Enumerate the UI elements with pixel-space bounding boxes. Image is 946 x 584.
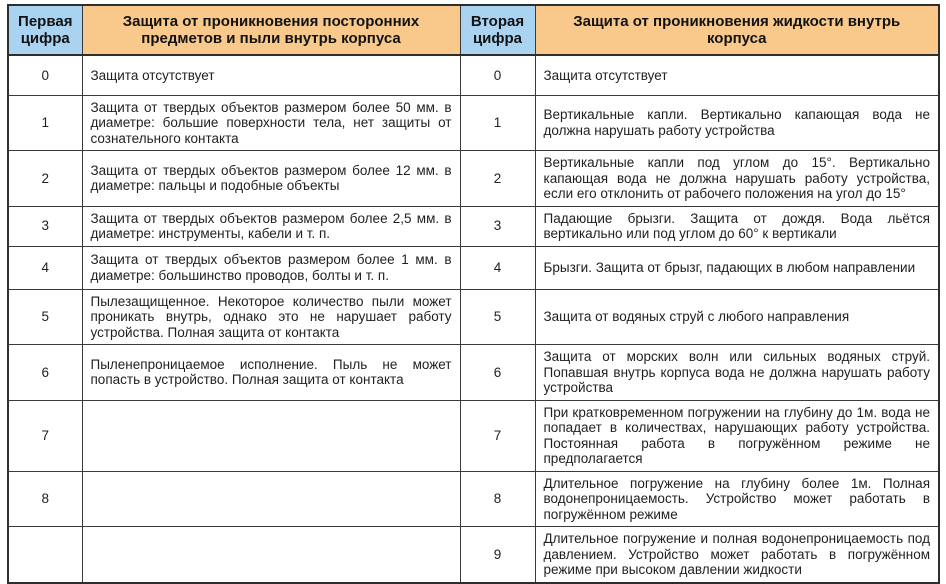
second-digit-cell: 2 [460, 151, 535, 207]
first-desc-cell: Защита отсутствует [82, 55, 460, 95]
first-desc-cell: Защита от твердых объектов размером более 50 мм. в диаметре: большие поверхности тела, нет защиты от сознательного контакта [82, 95, 460, 151]
second-digit-cell: 7 [460, 400, 535, 471]
first-digit-cell: 6 [8, 345, 82, 401]
first-desc-cell: Пылезащищенное. Некоторое количество пыли может проникать внутрь, однако это не нарушает работу устройства. Полная защита от контакта [82, 289, 460, 345]
table-row [8, 246, 939, 289]
second-digit-cell: 3 [460, 206, 535, 246]
second-desc-cell: Брызги. Защита от брызг, падающих в любом направлении [535, 246, 939, 289]
table-row [8, 289, 939, 345]
first-digit-cell [8, 527, 82, 583]
second-digit-cell: 8 [460, 471, 535, 527]
table-row [8, 345, 939, 401]
header-first-digit: Первая цифра [8, 5, 82, 55]
second-digit-cell: 4 [460, 246, 535, 289]
second-digit-cell: 1 [460, 95, 535, 151]
first-desc-cell: Защита от твердых объектов размером более 1 мм. в диаметре: большинство проводов, болты и т. п. [82, 246, 460, 289]
second-desc-cell: Длительное погружение на глубину более 1м. Полная водонепроницаемость. Устройство может работать в погружённом режиме [535, 471, 939, 527]
table-row [8, 206, 939, 246]
table-row [8, 400, 939, 471]
table-row [8, 95, 939, 151]
first-digit-cell: 3 [8, 206, 82, 246]
second-desc-cell: Защита отсутствует [535, 55, 939, 95]
first-desc-cell: Защита от твердых объектов размером более 12 мм. в диаметре: пальцы и подобные объекты [82, 151, 460, 207]
table-row [8, 55, 939, 95]
first-desc-cell [82, 400, 460, 471]
second-digit-cell: 0 [460, 55, 535, 95]
first-desc-cell [82, 527, 460, 583]
first-desc-cell [82, 471, 460, 527]
second-desc-cell: Вертикальные капли. Вертикально капающая вода не должна нарушать работу устройства [535, 95, 939, 151]
header-row [8, 5, 939, 55]
ip-rating-table [7, 4, 940, 584]
table-row [8, 151, 939, 207]
second-digit-cell: 5 [460, 289, 535, 345]
second-digit-cell: 6 [460, 345, 535, 401]
header-second-description: Защита от проникновения жидкости внутрь корпуса [535, 5, 939, 55]
second-desc-cell: При кратковременном погружении на глубину до 1м. вода не попадает в количествах, нарушающих работу устройства. Постоянная работа в погружённом режиме не предполагается [535, 400, 939, 471]
second-desc-cell: Вертикальные капли под углом до 15°. Вертикально капающая вода не должна нарушать работу устройства, если его отклонить от рабочего положения на угол до 15° [535, 151, 939, 207]
second-desc-cell: Защита от водяных струй с любого направления [535, 289, 939, 345]
table-row [8, 527, 939, 583]
first-desc-cell: Защита от твердых объектов размером более 2,5 мм. в диаметре: инструменты, кабели и т. п. [82, 206, 460, 246]
header-first-description: Защита от проникновения посторонних предметов и пыли внутрь корпуса [82, 5, 460, 55]
first-digit-cell: 4 [8, 246, 82, 289]
table-body [8, 55, 939, 583]
second-digit-cell: 9 [460, 527, 535, 583]
second-desc-cell: Длительное погружение и полная водонепроницаемость под давлением. Устройство может работать в погружённом режиме при высоком давлении жидкости [535, 527, 939, 583]
first-desc-cell: Пыленепроницаемое исполнение. Пыль не может попасть в устройство. Полная защита от контакта [82, 345, 460, 401]
second-desc-cell: Защита от морских волн или сильных водяных струй. Попавшая внутрь корпуса вода не должна нарушать работу устройства [535, 345, 939, 401]
first-digit-cell: 0 [8, 55, 82, 95]
second-desc-cell: Падающие брызги. Защита от дождя. Вода льётся вертикально или под углом до 60° к вертикали [535, 206, 939, 246]
first-digit-cell: 1 [8, 95, 82, 151]
first-digit-cell: 2 [8, 151, 82, 207]
first-digit-cell: 5 [8, 289, 82, 345]
header-second-digit: Вторая цифра [460, 5, 535, 55]
first-digit-cell: 8 [8, 471, 82, 527]
first-digit-cell: 7 [8, 400, 82, 471]
table-row [8, 471, 939, 527]
table-header [8, 5, 939, 55]
